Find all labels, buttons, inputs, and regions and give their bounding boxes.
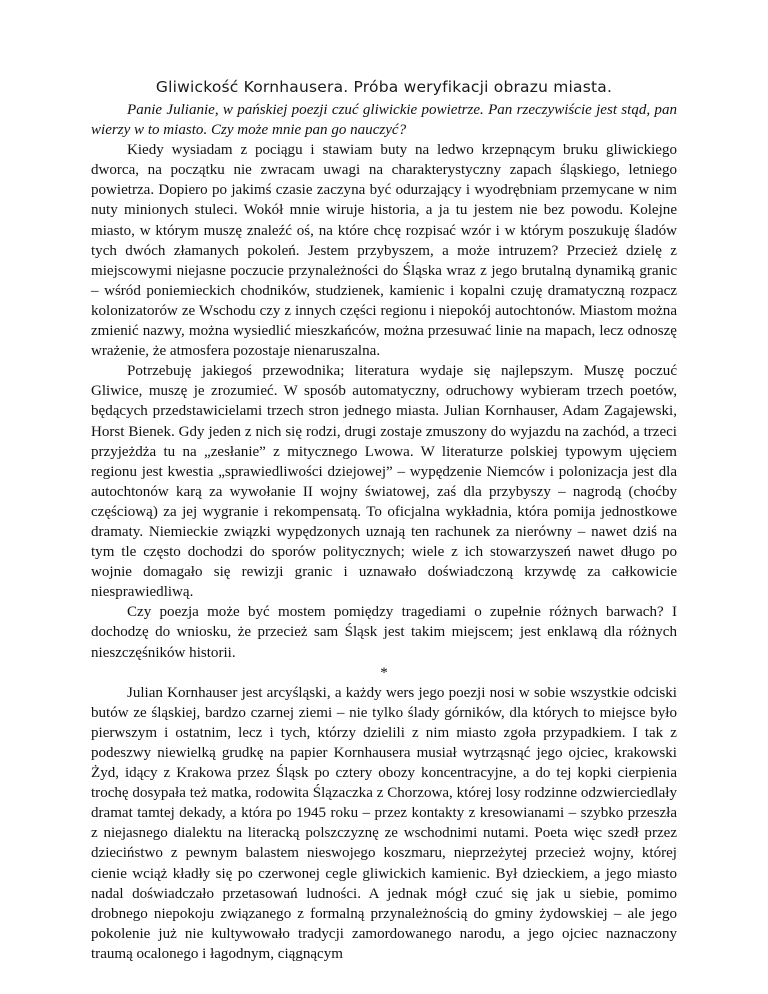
section-separator: * bbox=[380, 664, 388, 681]
paragraph: Potrzebuję jakiegoś przewodnika; literatura wydaje się najlepszym. Muszę poczuć Gliwice, muszę je zrozumieć. W sposób automatyczny, odruchowy wybieram trzech poetów, będących przedstawicielami trzech stron jednego miasta. Julian Kornhauser, Adam Zagajewski, Horst Bienek. Gdy jeden z nich się rodzi, drugi zostaje zmuszony do wyjazdu na zachód, a trzeci przyjeżdża tu na „zesłanie” z mitycznego Lwowa. W literaturze polskiej typowym ujęciem regionu jest kwestia „sprawiedliwości dziejowej” – wypędzenie Niemców i polonizacja jest dla autochtonów karą za wywołanie II wojny światowej, zaś dla przybyszy – nagrodą (choćby częściową) za jej wygranie i rekompensatą. To oficjalna wykładnia, która pomija jednostkowe dramaty. Niemieckie związki wypędzonych uznają ten rachunek za nierówny – nawet dziś na tym tle często dochodzi do sporów politycznych; wiele z ich stowarzyszeń nawet długo po wojnie domagało się rewizji granic i uznawało doświadczoną krzywdę za całkowicie niesprawiedliwą. bbox=[91, 363, 677, 601]
intro-question: Panie Julianie, w pańskiej poezji czuć gliwickie powietrze. Pan rzeczywiście jest stąd, pan wierzy w to miasto. Czy może mnie pan go nauczyć? bbox=[91, 102, 677, 139]
paragraph: Czy poezja może być mostem pomiędzy tragediami o zupełnie różnych barwach? I dochodzę do wniosku, że przecież sam Śląsk jest takim miejscem; jest enklawą dla różnych nieszczęśników historii. bbox=[91, 604, 677, 661]
document-title: Gliwickość Kornhausera. Próba weryfikacji obrazu miasta. bbox=[155, 78, 613, 96]
paragraph: Kiedy wysiadam z pociągu i stawiam buty na ledwo krzepnącym bruku gliwickiego dworca, na początku nie zwracam uwagi na charakterystyczny zapach śląskiego, letniego powietrza. Dopiero po jakimś czasie zaczyna być odurzający i wyodrębniam przemycane w nim nuty minionych stuleci. Wokół mnie wiruje historia, a ja tu jestem nie bez powodu. Kolejne miasto, w którym muszę znaleźć oś, na które chcę rozpisać wzór i w którym poszukuję śladów tych dwóch złamanych pokoleń. Jestem przybyszem, a może intruzem? Przecież dzielę z miejscowymi niejasne poczucie przynależności do Śląska wraz z jego brutalną dynamiką granic – wśród poniemieckich chodników, studzienek, kamienic i kopalni czuję dramatyczną rozpacz kolonizatorów ze Wschodu czy z innych części regionu i niepokój autochtonów. Miastom można zmienić nazwy, można wysiedlić mieszkańców, można przesuwać linie na mapach, lecz odnoszę wrażenie, że atmosfera pozostaje nienaruszalna. bbox=[91, 142, 677, 360]
document-body bbox=[91, 100, 677, 964]
paragraph: Julian Kornhauser jest arcyśląski, a każdy wers jego poezji nosi w sobie wszystkie odciski butów ze śląskiej, bardzo czarnej ziemi – nie tylko ślady górników, dla których to miejsce było pierwszym i ostatnim, lecz i tych, którzy dzielili z nim miasto zgoła przypadkiem. I tak z podeszwy niewielką grudkę na papier Kornhausera musiał wytrząsnąć jego ojciec, krakowski Żyd, idący z Krakowa przez Śląsk po cztery obozy koncentracyjne, a do tej kopki cierpienia trochę dosypała też matka, rodowita Ślązaczka z Chorzowa, której losy rodzinne odzwierciedlały dramat tamtej dekady, a która po 1945 roku – przez kontakty z kresowianami – szybko przeszła z niejasnego dialektu na literacką polszczyznę ze wschodnimi nutami. Poeta więc szedł przez dzieciństwo z pewnym balastem nieswojego koszmaru, nieprzeżytej przecież wojny, której cienie wciąż kładły się po czerwonej cegle gliwickich kamienic. Był dzieckiem, a jego miasto nadal doświadczało przetasowań ludności. A jednak mógł czuć się jak u siebie, pomimo drobnego niepokoju związanego z formalną przynależnością do gminy żydowskiej – ale jego pokolenie już nie kultywowało tradycji zamordowanego narodu, a jego ojciec naznaczony traumą ocalonego i łagodnym, ciągnącym bbox=[91, 684, 677, 962]
